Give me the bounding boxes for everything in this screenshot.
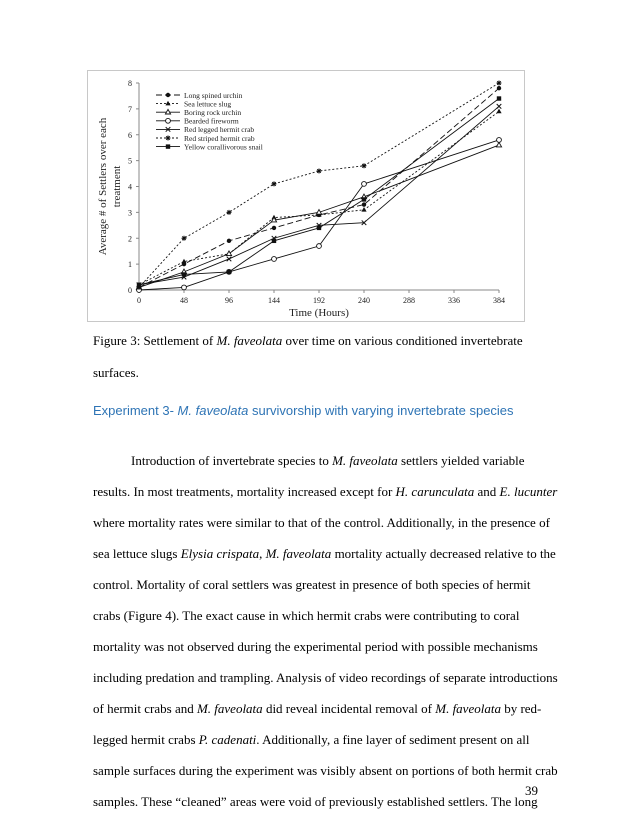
chart-svg [88,71,526,323]
data-point [227,270,231,274]
figure-3-chart [87,70,525,322]
heading-suffix: survivorship with varying invertebrate species [248,403,514,418]
caption-prefix: Figure 3: Settlement of [93,333,217,348]
y-tick-label: 6 [128,130,132,140]
data-point [362,182,367,187]
legend-label: Long spined urchin [184,90,243,100]
body-text: , [259,546,266,561]
body-line-6: crabs (Figure 4). The exact cause in which hermit crabs were contributing to coral [93,608,520,623]
caption-suffix: over time on various conditioned invertebrate [282,333,523,348]
body-text: results. In most treatments, mortality increased except for [93,484,396,499]
x-tick-label: 0 [137,296,141,305]
x-tick-label: 288 [403,296,415,305]
data-point [272,226,276,230]
legend-marker [165,109,170,114]
species-name: M. faveolata [196,701,263,716]
y-tick-label: 3 [128,208,132,218]
data-point [362,163,367,168]
x-axis-label: Time (Hours) [289,307,349,319]
body-line-9 [93,701,553,717]
y-tick-label: 5 [128,156,132,166]
species-name: P. cadenati [198,732,257,747]
body-line-8: including predation and trampling. Analysis of video recordings of separate introductions [93,670,558,685]
body-line-7: mortality was not observed during the experimental period with possible mechanisms [93,639,538,654]
body-text: of hermit crabs and [93,701,197,716]
data-point [361,207,366,212]
body-text: did reveal incidental removal of [262,701,436,716]
data-point [272,239,276,243]
body-line-4 [93,546,556,562]
y-tick-label: 8 [128,79,132,88]
body-text: legged hermit crabs [93,732,199,747]
x-tick-label: 336 [448,296,460,305]
legend-label: Red striped hermit crab [184,133,255,143]
body-line-1 [131,453,591,469]
x-tick-label: 144 [268,296,280,305]
data-point [497,138,502,143]
data-point [317,244,322,249]
data-point [496,142,501,147]
species-name: H. carunculata [395,484,475,499]
y-tick-label: 2 [128,234,132,244]
legend-marker [166,118,171,123]
y-tick-label: 7 [128,104,132,114]
data-point [497,104,502,109]
legend-label: Bearded fireworm [184,116,239,126]
x-tick-label: 48 [180,296,188,305]
data-point [272,257,277,262]
x-tick-label: 96 [225,296,233,305]
species-name: E. lucunter [499,484,558,499]
body-line-2 [93,484,558,500]
data-point [317,226,321,230]
legend-marker [166,93,170,97]
data-point [182,272,186,276]
data-point [137,283,141,287]
data-point [317,168,322,173]
data-point [362,202,366,206]
page-number: 39 [525,783,538,798]
body-text: mortality actually decreased relative to the [331,546,556,561]
data-point [496,109,501,114]
heading-species: M. faveolata [177,403,249,418]
data-point [227,239,231,243]
body-line-10 [93,732,553,748]
caption-species: M. faveolata [216,333,283,348]
x-tick-label: 240 [358,296,370,305]
legend-label: Sea lettuce slug [184,99,232,109]
figure-caption [93,333,563,349]
data-point [497,86,501,90]
data-point [227,257,232,262]
figure-caption-line2: surfaces. [93,365,139,380]
data-point [226,251,231,256]
species-name: M. faveolata [332,453,398,468]
data-point [272,181,277,186]
legend-marker [165,101,170,106]
body-line-3: where mortality rates were similar to that of the control. Additionally, in the presence of [93,515,550,530]
body-text: . Additionally, a fine layer of sediment present on all [256,732,530,747]
data-point [362,197,366,201]
data-point [497,81,502,86]
section-heading [93,403,514,418]
body-text: and [474,484,500,499]
species-name: Elysia crispata [180,546,260,561]
body-line-5: control. Mortality of coral settlers was greatest in presence of both species of hermit [93,577,531,592]
x-tick-label: 192 [313,296,325,305]
y-axis-label-line2: treatment [111,165,123,208]
data-point [182,236,187,241]
y-axis-label: Average # of Settlers over each [97,117,109,256]
data-point [182,285,187,290]
body-text: Introduction of invertebrate species to [131,453,333,468]
x-tick-label: 384 [493,296,505,305]
heading-prefix: Experiment 3- [93,403,178,418]
y-tick-label: 1 [128,260,132,270]
data-point [227,210,232,215]
y-tick-label: 4 [128,182,132,192]
body-text: settlers yielded variable [397,453,525,468]
y-tick-label: 0 [128,286,132,295]
body-line-12: samples. These “cleaned” areas were void of previously established settlers. The long [93,794,538,809]
data-point [497,96,501,100]
legend-label: Boring rock urchin [184,108,242,117]
species-name: M. faveolata [435,701,501,716]
legend-marker [166,136,171,141]
body-text: sea lettuce slugs [93,546,181,561]
species-name: M. faveolata [265,546,332,561]
legend-label: Red legged hermit crab [184,125,255,135]
body-text: by red- [500,701,542,716]
legend-marker [166,144,170,148]
legend-label: Yellow corallivorous snail [184,142,263,152]
body-line-11: sample surfaces during the experiment was visibly absent on portions of both hermit crab [93,763,558,778]
